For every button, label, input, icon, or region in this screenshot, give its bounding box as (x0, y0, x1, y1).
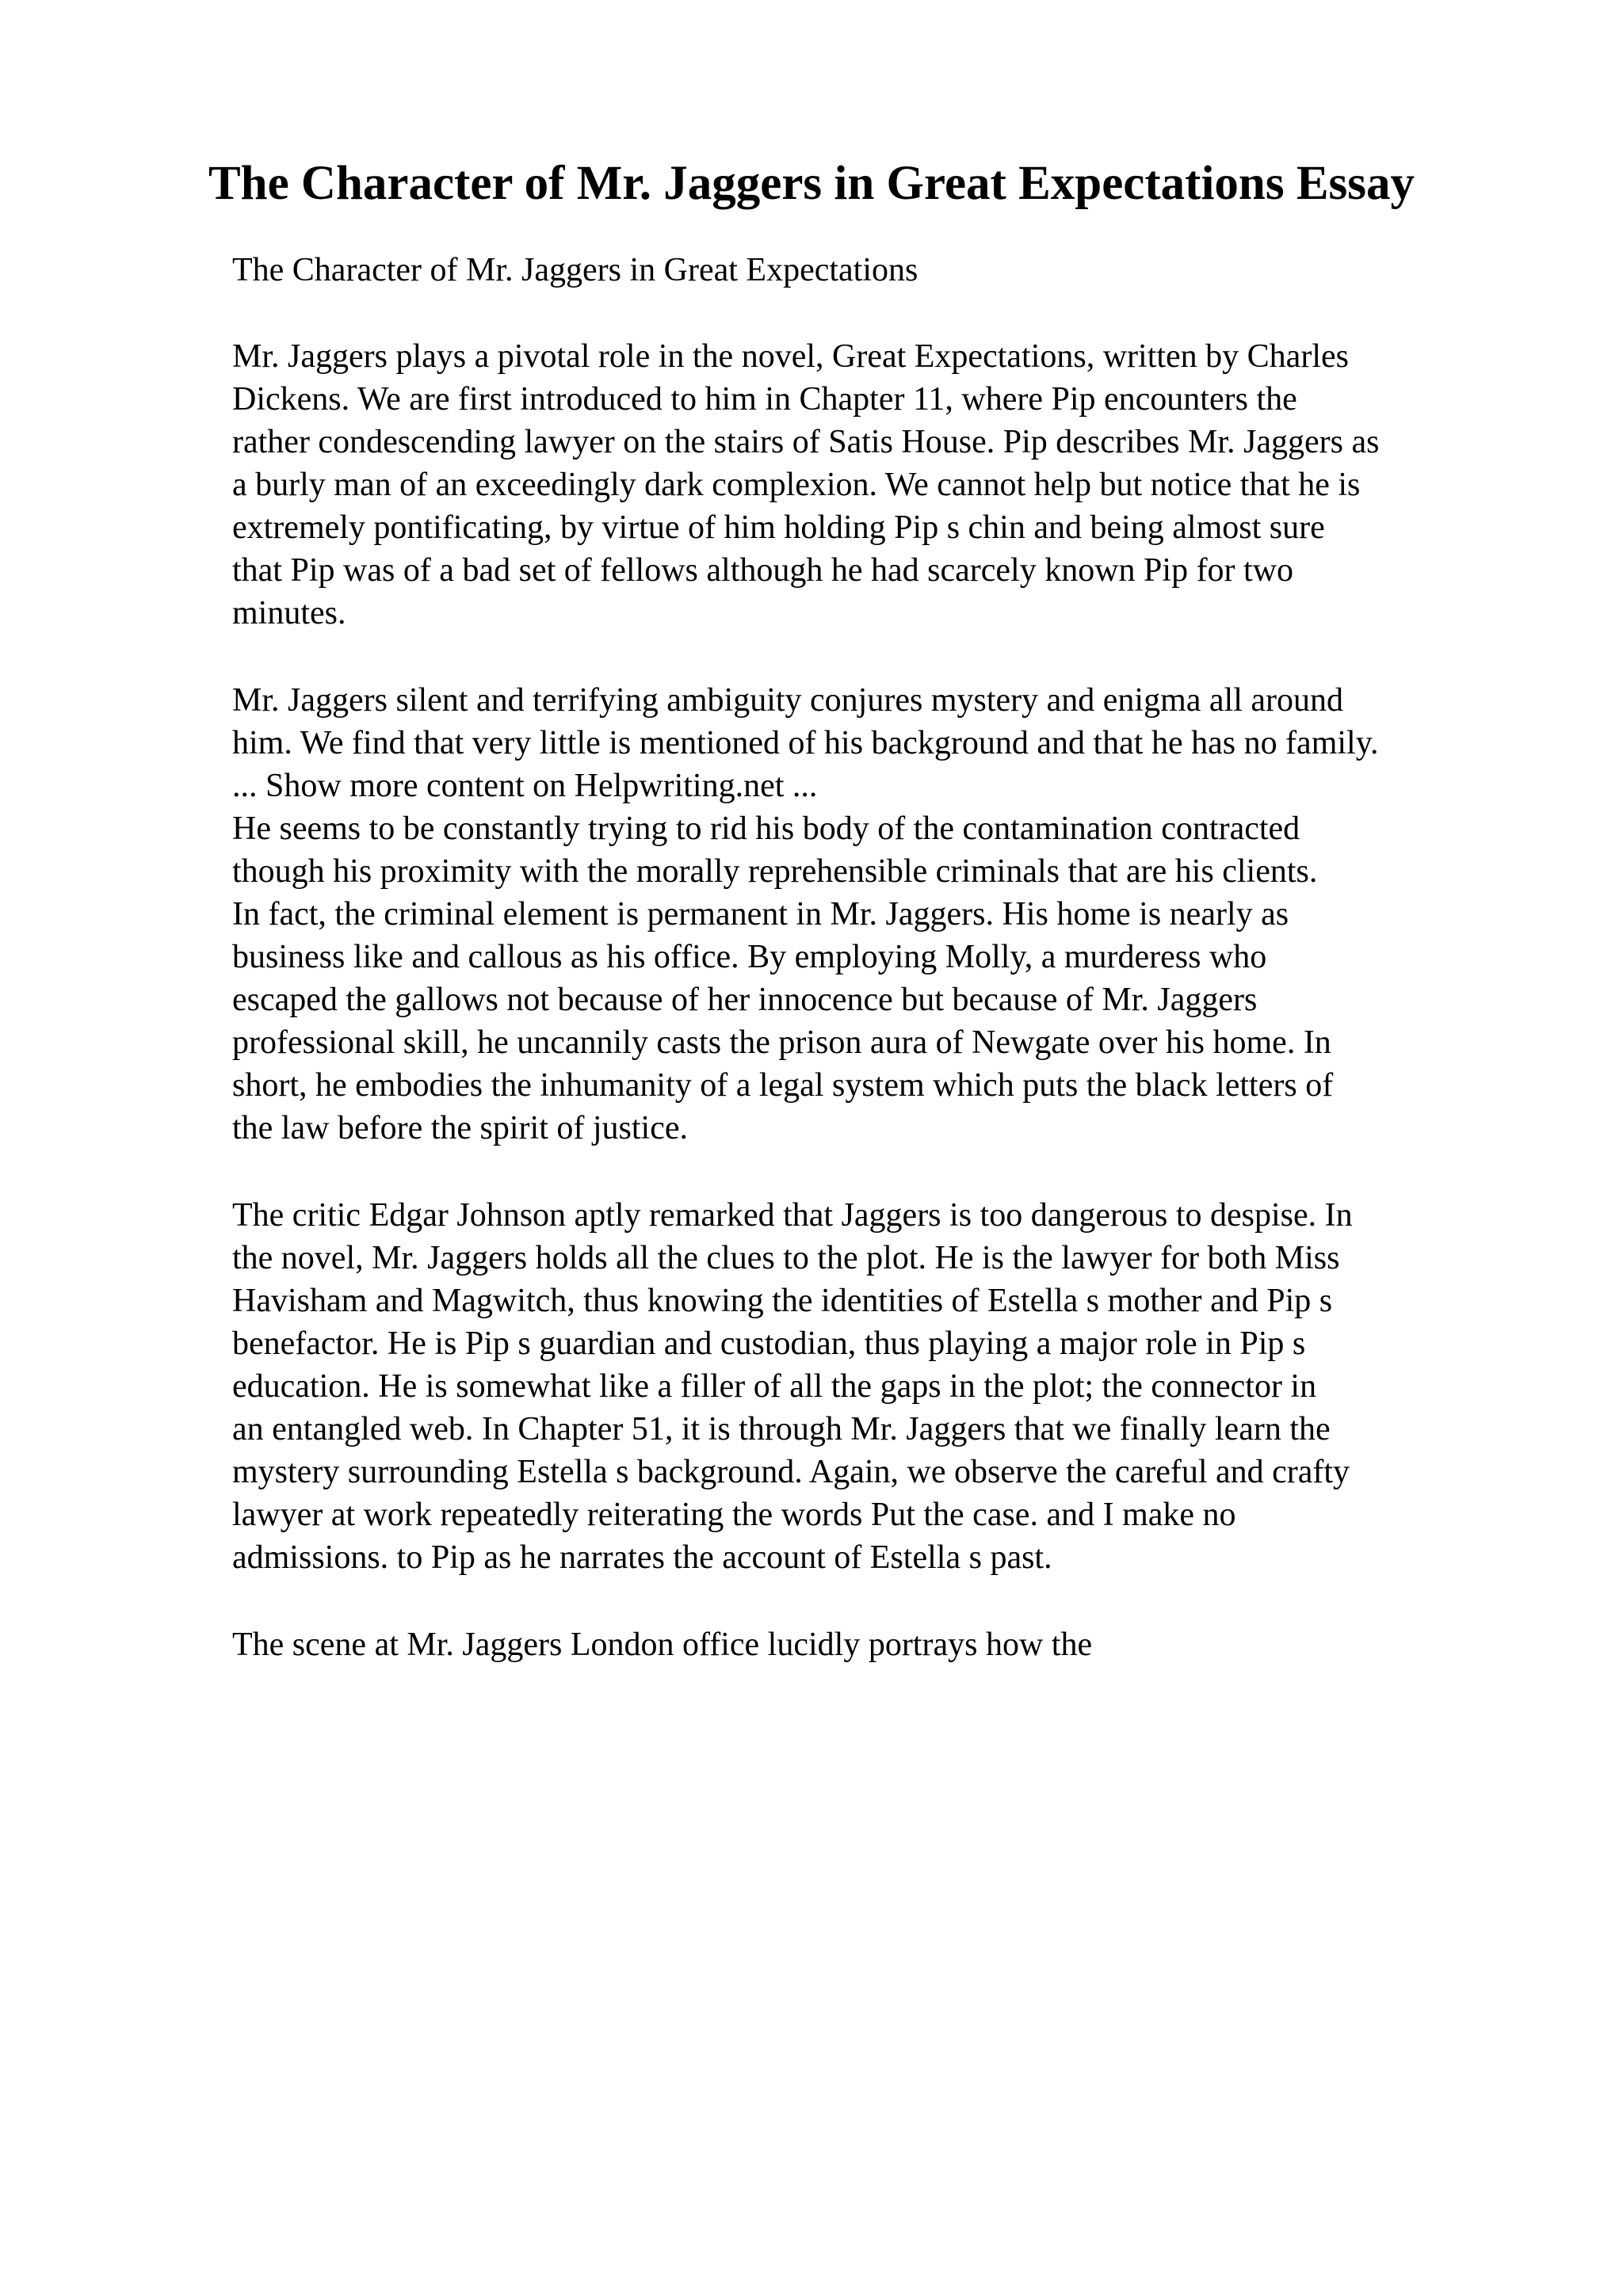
paragraph-4-line-1: The scene at Mr. Jaggers London office lucidly portrays how the (232, 1627, 1093, 1663)
paragraph-2-line-11: the law before the spirit of justice. (232, 1110, 688, 1146)
essay-subtitle: The Character of Mr. Jaggers in Great Expectations (232, 252, 918, 288)
paragraph-2-line-1: Mr. Jaggers silent and terrifying ambiguity conjures mystery and enigma all around (232, 682, 1343, 719)
paragraph-3-line-5: education. He is somewhat like a filler of all the gaps in the plot; the connector in (232, 1368, 1317, 1405)
paragraph-1-line-4: a burly man of an exceedingly dark complexion. We cannot help but notice that he is (232, 467, 1361, 503)
paragraph-2-line-5: though his proximity with the morally reprehensible criminals that are his clients. (232, 853, 1318, 890)
paragraph-2-line-4: He seems to be constantly trying to rid his body of the contamination contracted (232, 810, 1300, 847)
paragraph-3-line-4: benefactor. He is Pip s guardian and custodian, thus playing a major role in Pip s (232, 1325, 1306, 1362)
paragraph-3-line-7: mystery surrounding Estella s background. Again, we observe the careful and crafty (232, 1454, 1350, 1490)
paragraph-3-line-3: Havisham and Magwitch, thus knowing the identities of Estella s mother and Pip s (232, 1283, 1333, 1319)
paragraph-3-line-6: an entangled web. In Chapter 51, it is through Mr. Jaggers that we finally learn the (232, 1411, 1331, 1447)
paragraph-2-line-2: him. We find that very little is mentioned of his background and that he has no family. (232, 725, 1379, 761)
paragraph-2-line-8: escaped the gallows not because of her innocence but because of Mr. Jaggers (232, 982, 1258, 1018)
paragraph-3-line-8: lawyer at work repeatedly reiterating the words Put the case. and I make no (232, 1497, 1236, 1533)
page-title: The Character of Mr. Jaggers in Great Expectations Essay (208, 157, 1415, 210)
paragraph-2-line-9: professional skill, he uncannily casts the prison aura of Newgate over his home. In (232, 1024, 1331, 1061)
paragraph-1-line-5: extremely pontificating, by virtue of him holding Pip s chin and being almost sure (232, 509, 1325, 546)
paragraph-1-line-3: rather condescending lawyer on the stairs of Satis House. Pip describes Mr. Jaggers as (232, 424, 1380, 460)
paragraph-2-line-6: In fact, the criminal element is permanent in Mr. Jaggers. His home is nearly as (232, 896, 1289, 933)
paragraph-3-line-2: the novel, Mr. Jaggers holds all the clues to the plot. He is the lawyer for both Miss (232, 1240, 1340, 1276)
paragraph-3-line-1: The critic Edgar Johnson aptly remarked that Jaggers is too dangerous to despise. In (232, 1197, 1353, 1234)
paragraph-1-line-2: Dickens. We are first introduced to him in Chapter 11, where Pip encounters the (232, 381, 1297, 418)
paragraph-2-line-10: short, he embodies the inhumanity of a legal system which puts the black letters of (232, 1067, 1334, 1104)
paragraph-3-line-9: admissions. to Pip as he narrates the account of Estella s past. (232, 1539, 1052, 1576)
paragraph-2-line-7: business like and callous as his office. By employing Molly, a murderess who (232, 939, 1267, 975)
paragraph-1-line-6: that Pip was of a bad set of fellows although he had scarcely known Pip for two (232, 552, 1294, 589)
show-more-link[interactable]: ... Show more content on Helpwriting.net ... (232, 768, 818, 804)
paragraph-1-line-7: minutes. (232, 595, 346, 631)
paragraph-1-line-1: Mr. Jaggers plays a pivotal role in the novel, Great Expectations, written by Charles (232, 338, 1349, 375)
